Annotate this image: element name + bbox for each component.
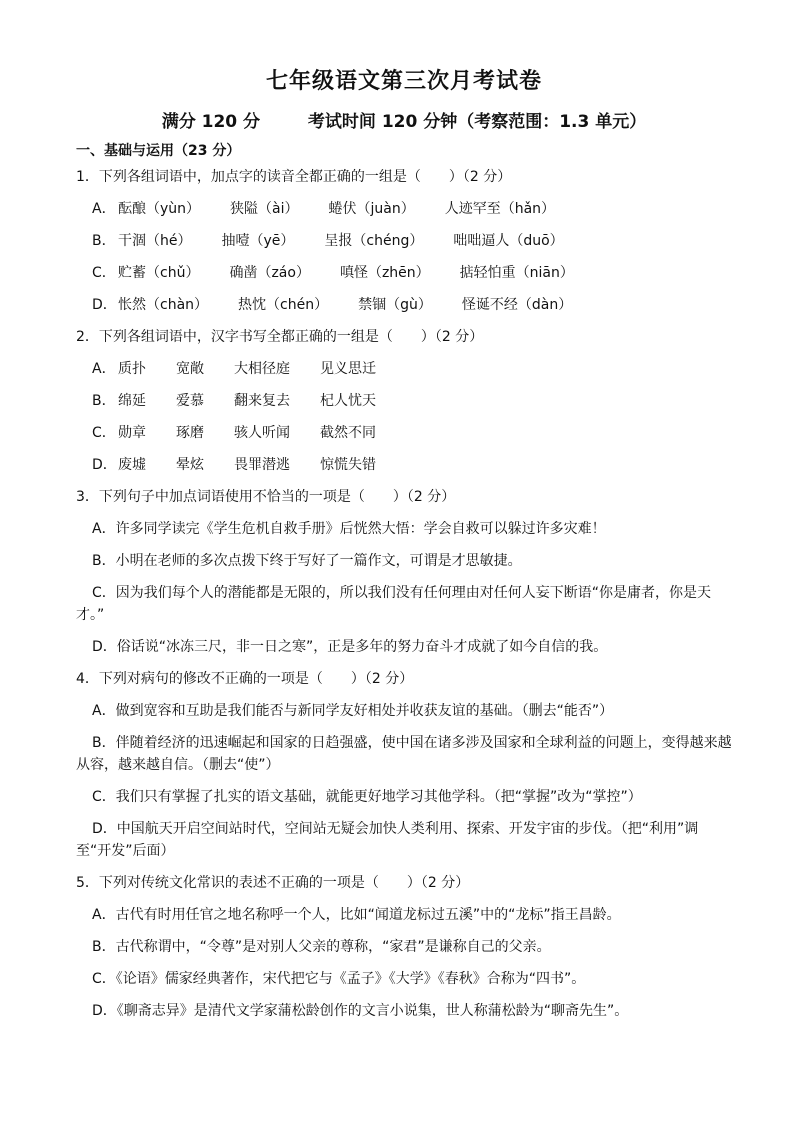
q3-option-a: A．许多同学读完《学生危机自救手册》后恍然大悟：学会自救可以躲过许多灾难！ <box>92 521 606 537</box>
question-5-stem: 5．下列对传统文化常识的表述不正确的一项是（ ）（2 分） <box>76 875 470 891</box>
question-2-options <box>76 358 732 476</box>
question-1-stem: 1．下列各组词语中，加点字的读音全都正确的一组是（ ）（2 分） <box>76 169 512 185</box>
q1-option-a: A． 酝酿（yùn） 狭隘（ài） 蜷伏（juàn） 人迹罕至（hǎn） <box>92 201 556 217</box>
q4-option-d: D．中国航天开启空间站时代，空间站无疑会加快人类利用、探索、开发宇宙的步伐。（把“利用”调至“开发”后面） <box>76 821 699 859</box>
exam-time: 考试时间 120 分钟（考察范围：1.3 单元） <box>307 112 647 132</box>
q4-option-a: A．做到宽容和互助是我们能否与新同学友好相处并收获友谊的基础。（删去“能否”） <box>92 703 614 719</box>
exam-title: 七年级语文第三次月考试卷 <box>265 69 542 94</box>
q1-option-c: C． 贮蓄（chǔ） 确凿（záo） 嗔怪（zhēn） 掂轻怕重（niān） <box>92 265 574 281</box>
q3-option-c: C．因为我们每个人的潜能都是无限的，所以我们没有任何理由对任何人妄下断语“你是庸者，你是天才。” <box>76 585 712 623</box>
question-4-stem: 4．下列对病句的修改不正确的一项是（ ）（2 分） <box>76 671 414 687</box>
q3-option-d: D．俗话说“冰冻三尺，非一日之寒”，正是多年的努力奋斗才成就了如今自信的我。 <box>92 639 608 655</box>
section-title: 一、基础与运用（23 分） <box>76 143 241 159</box>
q2-option-d: D． 废墟 晕炫 畏罪潜逃 惊慌失错 <box>92 457 376 473</box>
q4-option-b: B．伴随着经济的迅速崛起和国家的日趋强盛，使中国在诸多涉及国家和全球利益的问题上，变得越来越从容，越来越自信。（删去“使”） <box>76 735 732 773</box>
question-1-options <box>76 198 732 316</box>
q1-option-d: D． 怅然（chàn） 热忱（chén） 禁锢（gù） 怪诞不经（dàn） <box>92 297 573 313</box>
q5-option-c: C．《论语》儒家经典著作，宋代把它与《孟子》《大学》《春秋》合称为“四书”。 <box>92 971 586 987</box>
q4-option-c: C．我们只有掌握了扎实的语文基础，就能更好地学习其他学科。（把“掌握”改为“掌控”） <box>92 789 642 805</box>
q1-option-b: B． 干涸（hé） 抽噎（yē） 呈报（chéng） 咄咄逼人（duō） <box>92 233 564 249</box>
q2-option-c: C． 勋章 琢磨 骇人听闻 截然不同 <box>92 425 376 441</box>
q2-option-a: A． 质扑 宽敞 大相径庭 见义思迁 <box>92 361 376 377</box>
q5-option-d: D．《聊斋志异》是清代文学家蒲松龄创作的文言小说集，世人称蒲松龄为“聊斋先生”。 <box>92 1003 629 1019</box>
q5-option-a: A．古代有时用任官之地名称呼一个人，比如“闻道龙标过五溪”中的“龙标”指王昌龄。 <box>92 907 621 923</box>
q2-option-b: B． 绵延 爱慕 翻来复去 杞人忧天 <box>92 393 376 409</box>
question-3-stem: 3．下列句子中加点词语使用不恰当的一项是（ ）（2 分） <box>76 489 456 505</box>
q3-option-b: B．小明在老师的多次点拨下终于写好了一篇作文，可谓是才思敏捷。 <box>92 553 522 569</box>
q5-option-b: B．古代称谓中，“令尊”是对别人父亲的尊称，“家君”是谦称自己的父亲。 <box>92 939 551 955</box>
question-2-stem: 2．下列各组词语中，汉字书写全都正确的一组是（ ）（2 分） <box>76 329 484 345</box>
full-score: 满分 120 分 <box>161 112 261 132</box>
exam-meta <box>76 107 732 132</box>
